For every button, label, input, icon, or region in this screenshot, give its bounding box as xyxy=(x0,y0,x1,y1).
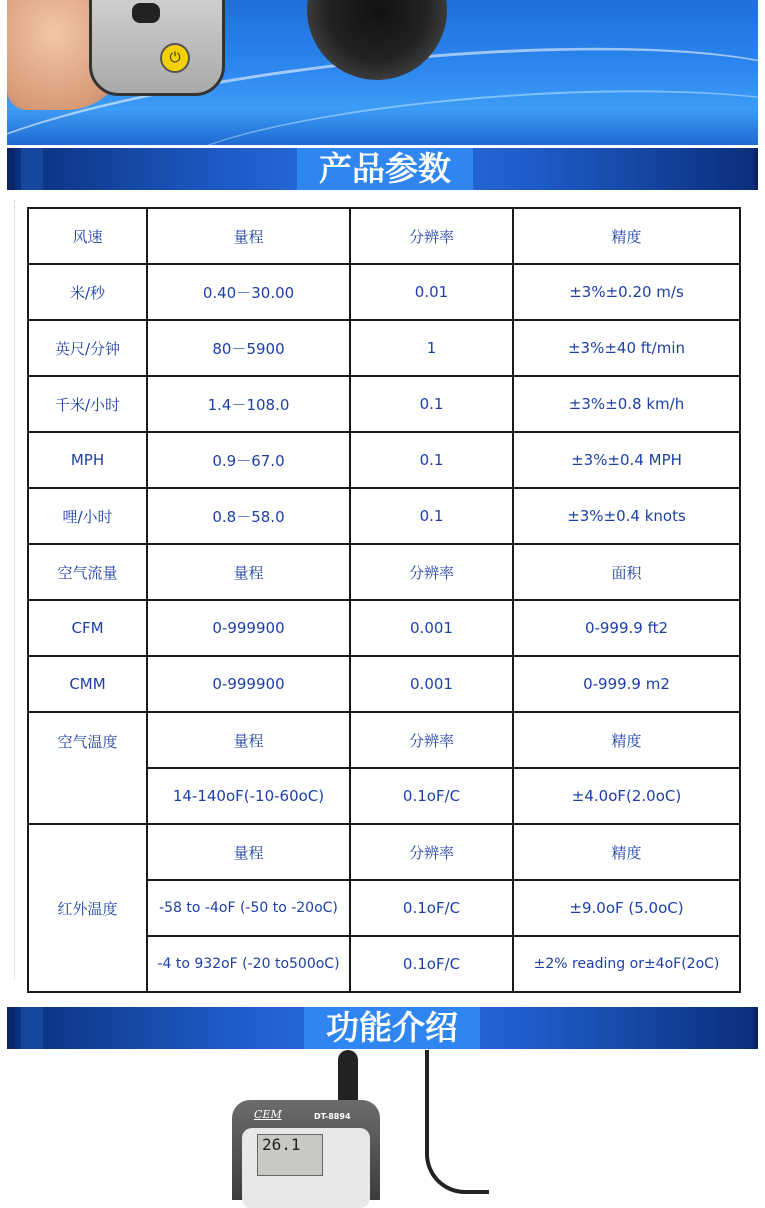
product-photo-banner xyxy=(7,0,758,145)
table-row xyxy=(28,264,740,320)
table-cell: ±3%±40 ft/min xyxy=(513,320,740,376)
table-cell: ±3%±0.4 MPH xyxy=(513,432,740,488)
device-lcd: 26.1 xyxy=(257,1134,323,1176)
table-cell: ±2% reading or±4oF(2oC) xyxy=(513,936,740,992)
table-cell: 精度 xyxy=(513,712,740,768)
table-cell: CMM xyxy=(28,656,147,712)
table-cell: ±3%±0.4 knots xyxy=(513,488,740,544)
table-cell: 0.1oF/C xyxy=(350,880,513,936)
table-cell: 14-140oF(-10-60oC) xyxy=(147,768,350,824)
probe-cable xyxy=(338,1050,358,1105)
table-cell: 哩/小时 xyxy=(28,488,147,544)
table-row xyxy=(28,656,740,712)
table-cell: 千米/小时 xyxy=(28,376,147,432)
table-cell: 量程 xyxy=(147,208,350,264)
side-divider xyxy=(0,200,15,980)
header-stripe-left-inner xyxy=(21,1007,43,1049)
table-cell: 0.1 xyxy=(350,488,513,544)
table-cell: ±9.0oF (5.0oC) xyxy=(513,880,740,936)
table-row xyxy=(28,376,740,432)
vane-fan-image xyxy=(307,0,447,80)
table-cell: 量程 xyxy=(147,824,350,880)
table-row-ir-temp-header xyxy=(28,824,740,880)
table-cell: 0-999900 xyxy=(147,656,350,712)
table-row xyxy=(28,600,740,656)
spec-section-title: 产品参数 xyxy=(297,148,473,190)
table-cell: 0.1oF/C xyxy=(350,936,513,992)
table-cell: 量程 xyxy=(147,712,350,768)
table-row-wind-header xyxy=(28,208,740,264)
table-cell: 0.001 xyxy=(350,600,513,656)
table-cell: 量程 xyxy=(147,544,350,600)
table-cell: 0.8－58.0 xyxy=(147,488,350,544)
device-brand: CEM xyxy=(254,1108,282,1121)
table-cell: -4 to 932oF (-20 to500oC) xyxy=(147,936,350,992)
table-cell: CFM xyxy=(28,600,147,656)
probe-cable-curve xyxy=(425,1050,489,1194)
table-cell: 0.40－30.00 xyxy=(147,264,350,320)
header-stripe-right xyxy=(754,148,758,190)
table-cell: 分辨率 xyxy=(350,544,513,600)
table-cell: 0.1oF/C xyxy=(350,768,513,824)
spec-section-header xyxy=(7,145,758,190)
feature-section-header xyxy=(7,1007,758,1049)
table-row xyxy=(28,488,740,544)
header-stripe-left xyxy=(7,1007,15,1049)
table-cell: -58 to -4oF (-50 to -20oC) xyxy=(147,880,350,936)
table-cell: 精度 xyxy=(513,824,740,880)
table-cell: 分辨率 xyxy=(350,712,513,768)
table-cell: 0.1 xyxy=(350,376,513,432)
table-cell: 英尺/分钟 xyxy=(28,320,147,376)
table-cell-air-temp-label: 空气温度 xyxy=(28,712,147,824)
header-stripe-right xyxy=(754,1007,758,1049)
table-cell: MPH xyxy=(28,432,147,488)
table-cell-ir-temp-label: 红外温度 xyxy=(28,824,147,992)
table-cell: 米/秒 xyxy=(28,264,147,320)
table-row xyxy=(28,432,740,488)
table-cell: 0.9－67.0 xyxy=(147,432,350,488)
table-cell: 面积 xyxy=(513,544,740,600)
table-cell: 风速 xyxy=(28,208,147,264)
table-cell: 分辨率 xyxy=(350,208,513,264)
table-cell: 0.001 xyxy=(350,656,513,712)
table-cell: 0-999900 xyxy=(147,600,350,656)
table-cell: ±3%±0.20 m/s xyxy=(513,264,740,320)
table-row-air-temp-header xyxy=(28,712,740,768)
table-cell: 分辨率 xyxy=(350,824,513,880)
table-cell: 0-999.9 m2 xyxy=(513,656,740,712)
table-cell: 80－5900 xyxy=(147,320,350,376)
table-cell: 1.4－108.0 xyxy=(147,376,350,432)
table-cell: 1 xyxy=(350,320,513,376)
table-cell: 精度 xyxy=(513,208,740,264)
feature-section-title: 功能介绍 xyxy=(304,1007,480,1049)
header-stripe-left-inner xyxy=(21,148,43,190)
table-cell: ±3%±0.8 km/h xyxy=(513,376,740,432)
meter-button xyxy=(132,3,160,23)
power-icon: ⏻ xyxy=(160,43,190,73)
table-cell: ±4.0oF(2.0oC) xyxy=(513,768,740,824)
table-cell: 0.1 xyxy=(350,432,513,488)
device-model: DT-8894 xyxy=(314,1112,351,1121)
spec-table xyxy=(27,207,741,993)
table-cell: 0-999.9 ft2 xyxy=(513,600,740,656)
anemometer-body xyxy=(89,0,225,96)
header-stripe-left xyxy=(7,148,15,190)
table-cell: 0.01 xyxy=(350,264,513,320)
table-cell: 空气流量 xyxy=(28,544,147,600)
device-photo xyxy=(232,1100,380,1200)
table-row-airflow-header xyxy=(28,544,740,600)
table-row xyxy=(28,320,740,376)
